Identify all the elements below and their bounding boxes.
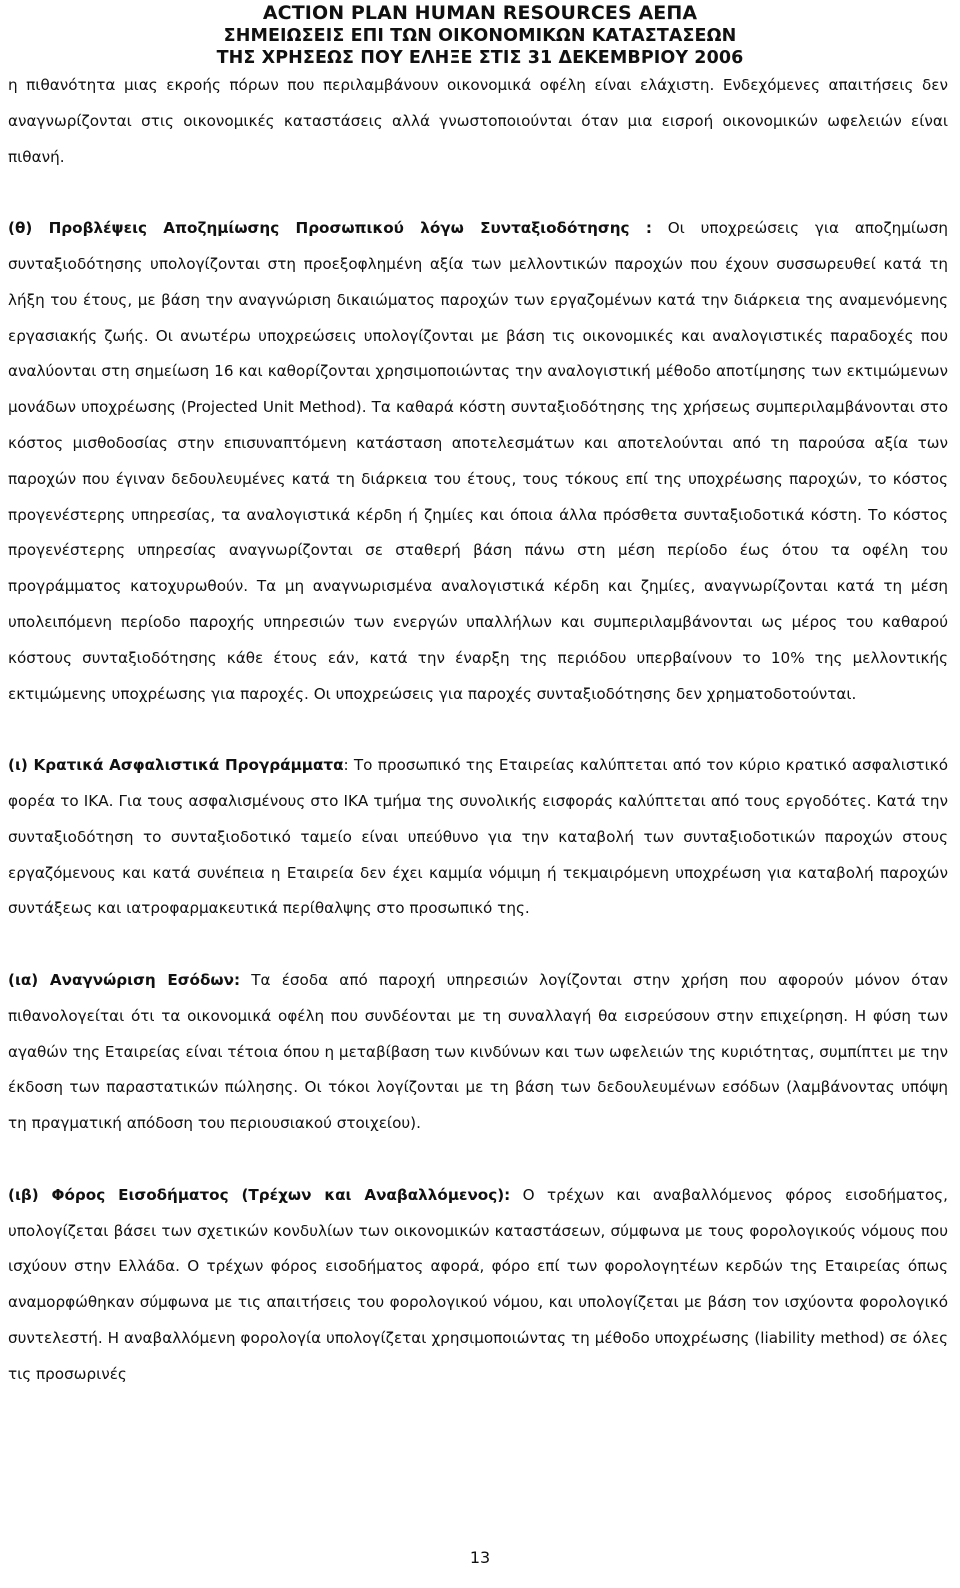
paragraph-contingent-assets — [8, 68, 948, 175]
header-company-title: ACTION PLAN HUMAN RESOURCES ΑΕΠΑ — [262, 2, 698, 24]
page-number: 13 — [469, 1548, 491, 1567]
header-period-title: ΤΗΣ ΧΡΗΣΕΩΣ ΠΟΥ ΕΛΗΞΕ ΣΤΙΣ 31 ΔΕΚΕΜΒΡΙΟΥ 2006 — [216, 48, 744, 68]
document-header — [0, 2, 960, 69]
paragraph-text: Τα έσοδα από παροχή υπηρεσιών λογίζονται στην χρήση που αφορούν μόνον όταν πιθανολογείται ότι τα οικονομικά οφέλη που συνδέονται με τη συναλλαγή θα εισρεύσουν στην επιχείρηση. Η φύση των αγαθών της Εταιρείας είναι τέτοια όπου η μεταβίβαση των κινδύνων και των ωφελειών της κυριότητας, συμπίπτει με την έκδοση των παραστατικών πώλησης. Οι τόκοι λογίζονται με τη βάση των δεδουλευμένων εσόδων (λαμβάνοντας υπόψη τη πραγματική απόδοση του περιουσιακού στοιχείου). — [8, 970, 948, 1133]
document-body — [8, 68, 948, 1392]
paragraph-revenue-recognition — [8, 963, 948, 1142]
paragraph-retirement-provisions — [8, 211, 948, 712]
paragraph-text: Ο τρέχων και αναβαλλόμενος φόρος εισοδήματος, υπολογίζεται βάσει των σχετικών κονδυλίων των οικονομικών καταστάσεων, σύμφωνα με τους φορολογικούς νόμους που ισχύουν στην Ελλάδα. Ο τρέχων φόρος εισοδήματος αφορά, φόρο επί των φορολογητέων κερδών της Εταιρείας όπως αναμορφώθηκαν σύμφωνα με τις απαιτήσεις του φορολογικού νόμου, και υπολογίζεται με βάση τον ισχύοντα φορολογικό συντελεστή. Η αναβαλλόμενη φορολογία υπολογίζεται χρησιμοποιώντας τη μέθοδο υποχρέωσης (liability method) σε όλες τις προσωρινές — [8, 1185, 948, 1383]
paragraph-heading: (ια) Αναγνώριση Εσόδων: — [8, 970, 241, 989]
paragraph-text: Οι υποχρεώσεις για αποζημίωση συνταξιοδότησης υπολογίζονται στη προεξοφλημένη αξία των μελλοντικών παροχών που έχουν συσσωρευθεί κατά τη λήξη του έτους, με βάση την αναγνώριση δικαιώματος παροχών των εργαζομένων κατά την διάρκεια της αναμενόμενης εργασιακής ζωής. Οι ανωτέρω υποχρεώσεις υπολογίζονται με βάση τις οικονομικές και αναλογιστικές παραδοχές που αναλύονται στη σημείωση 16 και καθορίζονται χρησιμοποιώντας την αναλογιστική μέθοδο αποτίμησης των εκτιμώμενων μονάδων υποχρέωσης (Projected Unit Method). Τα καθαρά κόστη συνταξιοδότησης της χρήσεως συμπεριλαμβάνονται στο κόστος μισθοδοσίας στην επισυναπτόμενη κατάσταση αποτελεσμάτων και αποτελούνται από τη παρούσα αξία των παροχών που έγιναν δεδουλευμένες κατά τη διάρκεια του έτους, τους τόκους επί της υποχρέωσης παροχών, το κόστος προγενέστερης υπηρεσίας, τα αναλογιστικά κέρδη ή ζημίες και όποια άλλα πρόσθετα συνταξιοδοτικά κόστη. Το κόστος προγενέστερης υπηρεσίας αναγνωρίζονται σε σταθερή βάση πάνω στη μέση περίοδο έως ότου τα οφέλη του προγράμματος κατοχυρωθούν. Τα μη αναγνωρισμένα αναλογιστικά κέρδη και ζημίες, αναγνωρίζονται κατά τη μέση υπολειπόμενη περίοδο παροχής υπηρεσιών των ενεργών υπαλλήλων και συμπεριλαμβάνονται ως μέρος του καθαρού κόστους συνταξιοδότησης κάθε έτους εάν, κατά την έναρξη της περιόδου υπερβαίνουν το 10% της μελλοντικής εκτιμώμενης υποχρέωσης για παροχές. Οι υποχρεώσεις για παροχές συνταξιοδότησης δεν χρηματοδοτούνται. — [8, 219, 948, 703]
paragraph-heading: (θ) Προβλέψεις Αποζημίωσης Προσωπικού λόγω Συνταξιοδότησης : — [8, 219, 652, 238]
paragraph-text: : Το προσωπικό της Εταιρείας καλύπτεται από τον κύριο κρατικό ασφαλιστικό φορέα το ΙΚΑ. Για τους ασφαλισμένους στο ΙΚΑ τμήμα της συνολικής εισφοράς καλύπτεται από τους εργοδότες. Κατά την συνταξιοδότηση το συνταξιοδοτικό ταμείο είναι υπεύθυνο για την καταβολή των συνταξιοδοτικών παροχών στους εργαζόμενους και κατά συνέπεια η Εταιρεία δεν έχει καμμία νόμιμη ή τεκμαιρόμενη υποχρέωση για καταβολή παροχών συντάξεως και ιατροφαρμακευτικά περίθαλψης στο προσωπικό της. — [8, 756, 948, 918]
paragraph-text: η πιθανότητα μιας εκροής πόρων που περιλαμβάνουν οικονομικά οφέλη είναι ελάχιστη. Ενδεχόμενες απαιτήσεις δεν αναγνωρίζονται στις οικονομικές καταστάσεις αλλά γνωστοποιούνται όταν μια εισροή οικονομικών ωφελειών είναι πιθανή. — [8, 76, 948, 166]
paragraph-heading: (ιβ) Φόρος Εισοδήματος (Τρέχων και Αναβαλλόμενος): — [8, 1185, 511, 1204]
header-notes-title: ΣΗΜΕΙΩΣΕΙΣ ΕΠΙ ΤΩΝ ΟΙΚΟΝΟΜΙΚΩΝ ΚΑΤΑΣΤΑΣΕΩΝ — [223, 26, 737, 46]
paragraph-state-insurance — [8, 748, 948, 927]
paragraph-heading: (ι) Κρατικά Ασφαλιστικά Προγράμματα — [8, 756, 344, 775]
paragraph-income-tax — [8, 1178, 948, 1393]
